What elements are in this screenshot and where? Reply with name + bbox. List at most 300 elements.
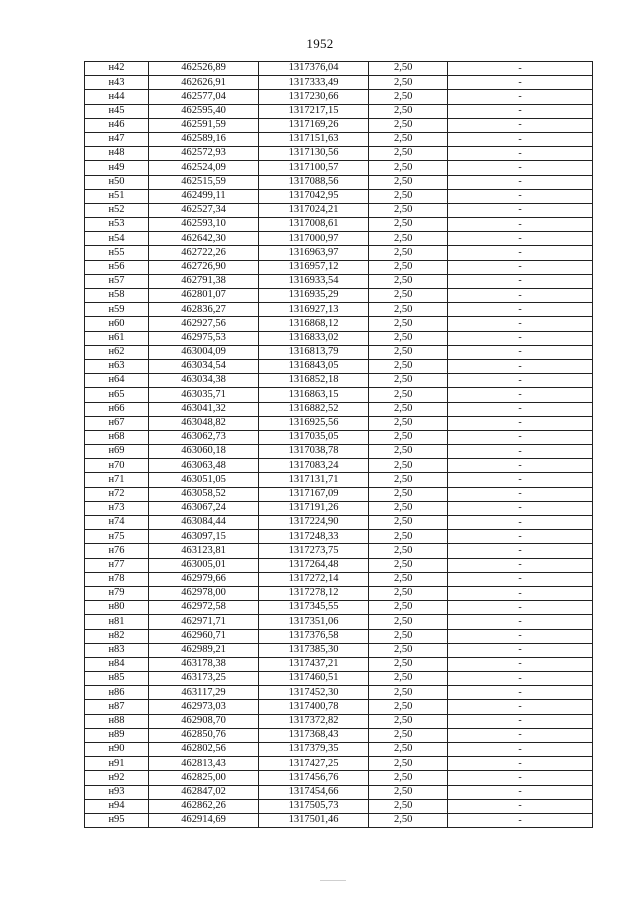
point-cell: н87 xyxy=(85,700,149,714)
point-cell: н63 xyxy=(85,359,149,373)
x-coordinate-cell: 462591,59 xyxy=(149,118,259,132)
y-coordinate-cell: 1316852,18 xyxy=(259,374,369,388)
table-row xyxy=(85,714,593,728)
y-coordinate-cell: 1317272,14 xyxy=(259,572,369,586)
note-cell: - xyxy=(448,430,593,444)
point-cell: н59 xyxy=(85,303,149,317)
y-coordinate-cell: 1317351,06 xyxy=(259,615,369,629)
y-coordinate-cell: 1317385,30 xyxy=(259,643,369,657)
x-coordinate-cell: 463048,82 xyxy=(149,416,259,430)
note-cell: - xyxy=(448,232,593,246)
distance-cell: 2,50 xyxy=(369,501,448,515)
x-coordinate-cell: 462825,00 xyxy=(149,771,259,785)
note-cell: - xyxy=(448,203,593,217)
point-cell: н46 xyxy=(85,118,149,132)
note-cell: - xyxy=(448,416,593,430)
x-coordinate-cell: 462572,93 xyxy=(149,147,259,161)
point-cell: н50 xyxy=(85,175,149,189)
point-cell: н47 xyxy=(85,132,149,146)
x-coordinate-cell: 463097,15 xyxy=(149,530,259,544)
distance-cell: 2,50 xyxy=(369,374,448,388)
distance-cell: 2,50 xyxy=(369,317,448,331)
distance-cell: 2,50 xyxy=(369,289,448,303)
y-coordinate-cell: 1316933,54 xyxy=(259,274,369,288)
point-cell: н60 xyxy=(85,317,149,331)
x-coordinate-cell: 463058,52 xyxy=(149,487,259,501)
point-cell: н42 xyxy=(85,62,149,76)
y-coordinate-cell: 1316927,13 xyxy=(259,303,369,317)
point-cell: н83 xyxy=(85,643,149,657)
distance-cell: 2,50 xyxy=(369,459,448,473)
distance-cell: 2,50 xyxy=(369,728,448,742)
point-cell: н73 xyxy=(85,501,149,515)
x-coordinate-cell: 463035,71 xyxy=(149,388,259,402)
distance-cell: 2,50 xyxy=(369,90,448,104)
table-row xyxy=(85,218,593,232)
coordinates-table-body xyxy=(85,62,593,828)
point-cell: н56 xyxy=(85,260,149,274)
x-coordinate-cell: 463062,73 xyxy=(149,430,259,444)
table-row xyxy=(85,232,593,246)
table-row xyxy=(85,189,593,203)
x-coordinate-cell: 462927,56 xyxy=(149,317,259,331)
point-cell: н69 xyxy=(85,445,149,459)
table-row xyxy=(85,374,593,388)
y-coordinate-cell: 1316843,05 xyxy=(259,359,369,373)
scan-mark xyxy=(320,880,346,881)
note-cell: - xyxy=(448,672,593,686)
y-coordinate-cell: 1317456,76 xyxy=(259,771,369,785)
y-coordinate-cell: 1317224,90 xyxy=(259,516,369,530)
note-cell: - xyxy=(448,785,593,799)
y-coordinate-cell: 1317230,66 xyxy=(259,90,369,104)
x-coordinate-cell: 462813,43 xyxy=(149,757,259,771)
x-coordinate-cell: 462908,70 xyxy=(149,714,259,728)
y-coordinate-cell: 1317460,51 xyxy=(259,672,369,686)
x-coordinate-cell: 463060,18 xyxy=(149,445,259,459)
y-coordinate-cell: 1317501,46 xyxy=(259,813,369,827)
note-cell: - xyxy=(448,516,593,530)
table-row xyxy=(85,572,593,586)
note-cell: - xyxy=(448,459,593,473)
note-cell: - xyxy=(448,189,593,203)
x-coordinate-cell: 462527,34 xyxy=(149,203,259,217)
x-coordinate-cell: 462971,71 xyxy=(149,615,259,629)
note-cell: - xyxy=(448,601,593,615)
distance-cell: 2,50 xyxy=(369,62,448,76)
note-cell: - xyxy=(448,629,593,643)
x-coordinate-cell: 463005,01 xyxy=(149,558,259,572)
x-coordinate-cell: 462914,69 xyxy=(149,813,259,827)
table-row xyxy=(85,601,593,615)
point-cell: н92 xyxy=(85,771,149,785)
x-coordinate-cell: 462802,56 xyxy=(149,743,259,757)
note-cell: - xyxy=(448,246,593,260)
note-cell: - xyxy=(448,615,593,629)
note-cell: - xyxy=(448,218,593,232)
table-row xyxy=(85,799,593,813)
table-row xyxy=(85,743,593,757)
y-coordinate-cell: 1317088,56 xyxy=(259,175,369,189)
distance-cell: 2,50 xyxy=(369,359,448,373)
y-coordinate-cell: 1317454,66 xyxy=(259,785,369,799)
note-cell: - xyxy=(448,473,593,487)
note-cell: - xyxy=(448,572,593,586)
distance-cell: 2,50 xyxy=(369,331,448,345)
distance-cell: 2,50 xyxy=(369,785,448,799)
table-row xyxy=(85,813,593,827)
x-coordinate-cell: 462499,11 xyxy=(149,189,259,203)
distance-cell: 2,50 xyxy=(369,402,448,416)
x-coordinate-cell: 462642,30 xyxy=(149,232,259,246)
x-coordinate-cell: 462850,76 xyxy=(149,728,259,742)
point-cell: н62 xyxy=(85,345,149,359)
point-cell: н68 xyxy=(85,430,149,444)
point-cell: н79 xyxy=(85,586,149,600)
y-coordinate-cell: 1317376,04 xyxy=(259,62,369,76)
distance-cell: 2,50 xyxy=(369,487,448,501)
y-coordinate-cell: 1317248,33 xyxy=(259,530,369,544)
distance-cell: 2,50 xyxy=(369,430,448,444)
y-coordinate-cell: 1316833,02 xyxy=(259,331,369,345)
note-cell: - xyxy=(448,331,593,345)
distance-cell: 2,50 xyxy=(369,303,448,317)
y-coordinate-cell: 1317169,26 xyxy=(259,118,369,132)
note-cell: - xyxy=(448,359,593,373)
point-cell: н74 xyxy=(85,516,149,530)
x-coordinate-cell: 462524,09 xyxy=(149,161,259,175)
y-coordinate-cell: 1316868,12 xyxy=(259,317,369,331)
note-cell: - xyxy=(448,62,593,76)
table-row xyxy=(85,161,593,175)
x-coordinate-cell: 463173,25 xyxy=(149,672,259,686)
table-row xyxy=(85,331,593,345)
point-cell: н52 xyxy=(85,203,149,217)
y-coordinate-cell: 1317427,25 xyxy=(259,757,369,771)
y-coordinate-cell: 1317505,73 xyxy=(259,799,369,813)
y-coordinate-cell: 1316925,56 xyxy=(259,416,369,430)
x-coordinate-cell: 462978,00 xyxy=(149,586,259,600)
point-cell: н61 xyxy=(85,331,149,345)
y-coordinate-cell: 1317024,21 xyxy=(259,203,369,217)
page-number: 1952 xyxy=(306,36,334,51)
x-coordinate-cell: 462722,26 xyxy=(149,246,259,260)
y-coordinate-cell: 1317278,12 xyxy=(259,586,369,600)
x-coordinate-cell: 463034,54 xyxy=(149,359,259,373)
y-coordinate-cell: 1316935,29 xyxy=(259,289,369,303)
point-cell: н84 xyxy=(85,657,149,671)
note-cell: - xyxy=(448,657,593,671)
x-coordinate-cell: 463067,24 xyxy=(149,501,259,515)
y-coordinate-cell: 1316963,97 xyxy=(259,246,369,260)
distance-cell: 2,50 xyxy=(369,757,448,771)
x-coordinate-cell: 462973,03 xyxy=(149,700,259,714)
y-coordinate-cell: 1317151,63 xyxy=(259,132,369,146)
note-cell: - xyxy=(448,799,593,813)
x-coordinate-cell: 462975,53 xyxy=(149,331,259,345)
x-coordinate-cell: 462960,71 xyxy=(149,629,259,643)
table-row xyxy=(85,90,593,104)
table-row xyxy=(85,274,593,288)
distance-cell: 2,50 xyxy=(369,686,448,700)
point-cell: н43 xyxy=(85,76,149,90)
table-row xyxy=(85,289,593,303)
note-cell: - xyxy=(448,714,593,728)
distance-cell: 2,50 xyxy=(369,274,448,288)
y-coordinate-cell: 1317368,43 xyxy=(259,728,369,742)
x-coordinate-cell: 462972,58 xyxy=(149,601,259,615)
x-coordinate-cell: 462593,10 xyxy=(149,218,259,232)
distance-cell: 2,50 xyxy=(369,700,448,714)
coordinates-table xyxy=(84,61,593,828)
distance-cell: 2,50 xyxy=(369,175,448,189)
note-cell: - xyxy=(448,76,593,90)
point-cell: н90 xyxy=(85,743,149,757)
point-cell: н89 xyxy=(85,728,149,742)
distance-cell: 2,50 xyxy=(369,544,448,558)
y-coordinate-cell: 1316882,52 xyxy=(259,402,369,416)
table-row xyxy=(85,586,593,600)
note-cell: - xyxy=(448,104,593,118)
point-cell: н70 xyxy=(85,459,149,473)
y-coordinate-cell: 1317372,82 xyxy=(259,714,369,728)
y-coordinate-cell: 1317191,26 xyxy=(259,501,369,515)
y-coordinate-cell: 1317400,78 xyxy=(259,700,369,714)
x-coordinate-cell: 462577,04 xyxy=(149,90,259,104)
table-row xyxy=(85,317,593,331)
note-cell: - xyxy=(448,289,593,303)
table-row xyxy=(85,672,593,686)
point-cell: н93 xyxy=(85,785,149,799)
distance-cell: 2,50 xyxy=(369,218,448,232)
x-coordinate-cell: 462847,02 xyxy=(149,785,259,799)
y-coordinate-cell: 1317452,30 xyxy=(259,686,369,700)
note-cell: - xyxy=(448,132,593,146)
distance-cell: 2,50 xyxy=(369,473,448,487)
x-coordinate-cell: 462791,38 xyxy=(149,274,259,288)
distance-cell: 2,50 xyxy=(369,714,448,728)
y-coordinate-cell: 1317437,21 xyxy=(259,657,369,671)
point-cell: н78 xyxy=(85,572,149,586)
table-row xyxy=(85,260,593,274)
y-coordinate-cell: 1317217,15 xyxy=(259,104,369,118)
point-cell: н80 xyxy=(85,601,149,615)
note-cell: - xyxy=(448,700,593,714)
note-cell: - xyxy=(448,544,593,558)
distance-cell: 2,50 xyxy=(369,813,448,827)
table-row xyxy=(85,430,593,444)
point-cell: н95 xyxy=(85,813,149,827)
point-cell: н65 xyxy=(85,388,149,402)
note-cell: - xyxy=(448,317,593,331)
distance-cell: 2,50 xyxy=(369,615,448,629)
x-coordinate-cell: 463117,29 xyxy=(149,686,259,700)
distance-cell: 2,50 xyxy=(369,388,448,402)
table-row xyxy=(85,501,593,515)
y-coordinate-cell: 1317042,95 xyxy=(259,189,369,203)
table-row xyxy=(85,785,593,799)
point-cell: н82 xyxy=(85,629,149,643)
note-cell: - xyxy=(448,558,593,572)
x-coordinate-cell: 462726,90 xyxy=(149,260,259,274)
distance-cell: 2,50 xyxy=(369,118,448,132)
table-row xyxy=(85,345,593,359)
point-cell: н75 xyxy=(85,530,149,544)
x-coordinate-cell: 462862,26 xyxy=(149,799,259,813)
point-cell: н48 xyxy=(85,147,149,161)
table-row xyxy=(85,657,593,671)
distance-cell: 2,50 xyxy=(369,246,448,260)
note-cell: - xyxy=(448,530,593,544)
distance-cell: 2,50 xyxy=(369,203,448,217)
table-row xyxy=(85,445,593,459)
y-coordinate-cell: 1317273,75 xyxy=(259,544,369,558)
y-coordinate-cell: 1316957,12 xyxy=(259,260,369,274)
y-coordinate-cell: 1317379,35 xyxy=(259,743,369,757)
note-cell: - xyxy=(448,147,593,161)
table-row xyxy=(85,246,593,260)
distance-cell: 2,50 xyxy=(369,629,448,643)
point-cell: н57 xyxy=(85,274,149,288)
x-coordinate-cell: 463178,38 xyxy=(149,657,259,671)
point-cell: н88 xyxy=(85,714,149,728)
note-cell: - xyxy=(448,643,593,657)
y-coordinate-cell: 1317035,05 xyxy=(259,430,369,444)
note-cell: - xyxy=(448,118,593,132)
note-cell: - xyxy=(448,501,593,515)
y-coordinate-cell: 1317083,24 xyxy=(259,459,369,473)
y-coordinate-cell: 1317345,55 xyxy=(259,601,369,615)
y-coordinate-cell: 1317333,49 xyxy=(259,76,369,90)
table-row xyxy=(85,629,593,643)
point-cell: н81 xyxy=(85,615,149,629)
table-row xyxy=(85,459,593,473)
x-coordinate-cell: 463123,81 xyxy=(149,544,259,558)
table-row xyxy=(85,487,593,501)
x-coordinate-cell: 462589,16 xyxy=(149,132,259,146)
y-coordinate-cell: 1317167,09 xyxy=(259,487,369,501)
table-row xyxy=(85,544,593,558)
y-coordinate-cell: 1316863,15 xyxy=(259,388,369,402)
x-coordinate-cell: 462801,07 xyxy=(149,289,259,303)
table-row xyxy=(85,686,593,700)
note-cell: - xyxy=(448,771,593,785)
point-cell: н77 xyxy=(85,558,149,572)
distance-cell: 2,50 xyxy=(369,643,448,657)
distance-cell: 2,50 xyxy=(369,189,448,203)
x-coordinate-cell: 462989,21 xyxy=(149,643,259,657)
distance-cell: 2,50 xyxy=(369,572,448,586)
y-coordinate-cell: 1317131,71 xyxy=(259,473,369,487)
distance-cell: 2,50 xyxy=(369,232,448,246)
distance-cell: 2,50 xyxy=(369,743,448,757)
table-row xyxy=(85,643,593,657)
table-row xyxy=(85,530,593,544)
point-cell: н67 xyxy=(85,416,149,430)
note-cell: - xyxy=(448,345,593,359)
distance-cell: 2,50 xyxy=(369,530,448,544)
x-coordinate-cell: 463084,44 xyxy=(149,516,259,530)
y-coordinate-cell: 1317008,61 xyxy=(259,218,369,232)
point-cell: н44 xyxy=(85,90,149,104)
table-row xyxy=(85,416,593,430)
distance-cell: 2,50 xyxy=(369,416,448,430)
table-row xyxy=(85,359,593,373)
note-cell: - xyxy=(448,686,593,700)
point-cell: н55 xyxy=(85,246,149,260)
x-coordinate-cell: 462626,91 xyxy=(149,76,259,90)
note-cell: - xyxy=(448,757,593,771)
point-cell: н94 xyxy=(85,799,149,813)
distance-cell: 2,50 xyxy=(369,586,448,600)
distance-cell: 2,50 xyxy=(369,345,448,359)
note-cell: - xyxy=(448,303,593,317)
note-cell: - xyxy=(448,161,593,175)
point-cell: н86 xyxy=(85,686,149,700)
table-row xyxy=(85,728,593,742)
distance-cell: 2,50 xyxy=(369,132,448,146)
table-row xyxy=(85,203,593,217)
table-row xyxy=(85,104,593,118)
point-cell: н72 xyxy=(85,487,149,501)
point-cell: н54 xyxy=(85,232,149,246)
note-cell: - xyxy=(448,374,593,388)
point-cell: н49 xyxy=(85,161,149,175)
x-coordinate-cell: 462595,40 xyxy=(149,104,259,118)
distance-cell: 2,50 xyxy=(369,104,448,118)
distance-cell: 2,50 xyxy=(369,76,448,90)
note-cell: - xyxy=(448,813,593,827)
table-row xyxy=(85,303,593,317)
note-cell: - xyxy=(448,274,593,288)
distance-cell: 2,50 xyxy=(369,601,448,615)
note-cell: - xyxy=(448,728,593,742)
distance-cell: 2,50 xyxy=(369,445,448,459)
distance-cell: 2,50 xyxy=(369,147,448,161)
note-cell: - xyxy=(448,743,593,757)
table-row xyxy=(85,558,593,572)
x-coordinate-cell: 462515,59 xyxy=(149,175,259,189)
point-cell: н71 xyxy=(85,473,149,487)
point-cell: н85 xyxy=(85,672,149,686)
distance-cell: 2,50 xyxy=(369,799,448,813)
point-cell: н76 xyxy=(85,544,149,558)
table-row xyxy=(85,473,593,487)
note-cell: - xyxy=(448,445,593,459)
x-coordinate-cell: 463004,09 xyxy=(149,345,259,359)
y-coordinate-cell: 1317038,78 xyxy=(259,445,369,459)
x-coordinate-cell: 463034,38 xyxy=(149,374,259,388)
y-coordinate-cell: 1317264,48 xyxy=(259,558,369,572)
x-coordinate-cell: 462979,66 xyxy=(149,572,259,586)
table-row xyxy=(85,132,593,146)
distance-cell: 2,50 xyxy=(369,161,448,175)
table-row xyxy=(85,516,593,530)
x-coordinate-cell: 463051,05 xyxy=(149,473,259,487)
y-coordinate-cell: 1317100,57 xyxy=(259,161,369,175)
x-coordinate-cell: 463063,48 xyxy=(149,459,259,473)
table-row xyxy=(85,62,593,76)
distance-cell: 2,50 xyxy=(369,260,448,274)
y-coordinate-cell: 1317376,58 xyxy=(259,629,369,643)
x-coordinate-cell: 462526,89 xyxy=(149,62,259,76)
table-row xyxy=(85,771,593,785)
point-cell: н51 xyxy=(85,189,149,203)
distance-cell: 2,50 xyxy=(369,657,448,671)
distance-cell: 2,50 xyxy=(369,771,448,785)
distance-cell: 2,50 xyxy=(369,672,448,686)
point-cell: н64 xyxy=(85,374,149,388)
